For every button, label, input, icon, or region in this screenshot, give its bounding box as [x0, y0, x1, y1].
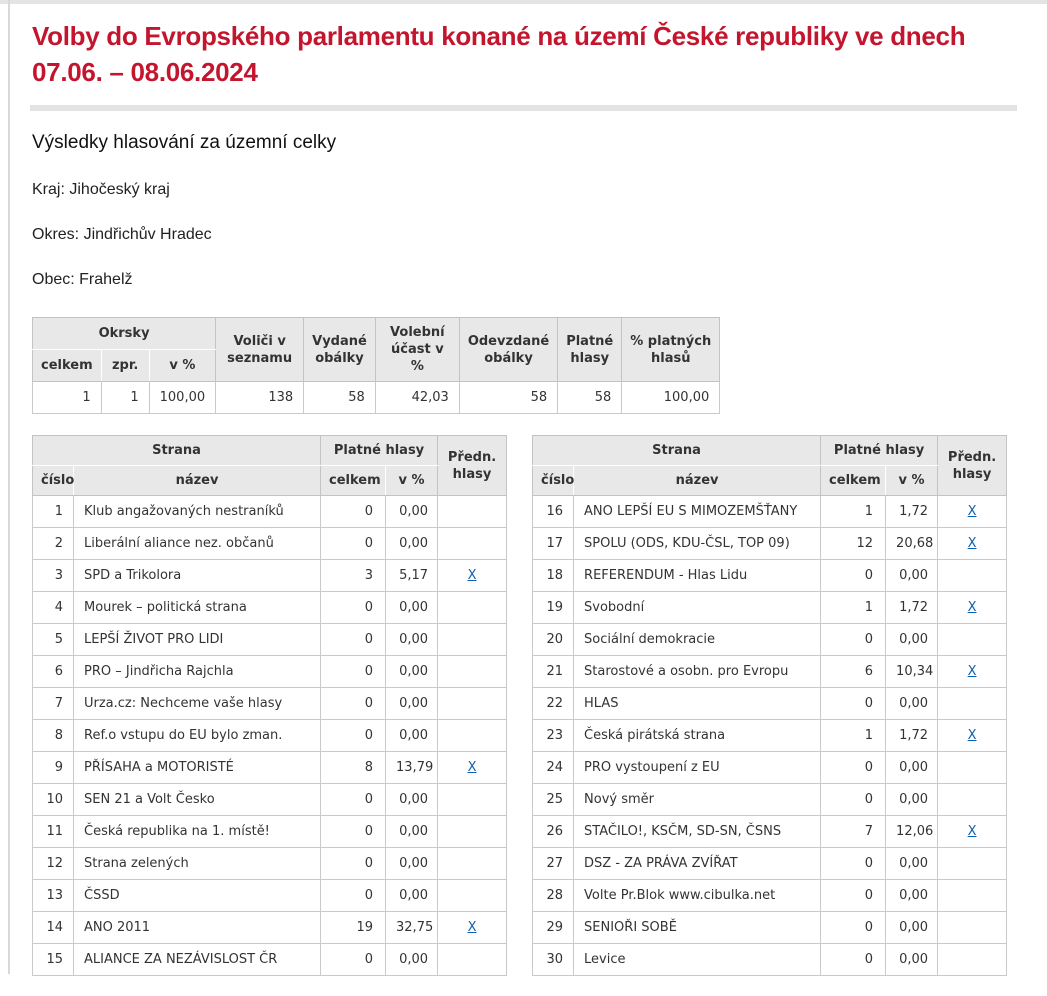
- party-votes-percent: 20,68: [886, 528, 938, 560]
- header-strana: Strana: [33, 436, 321, 466]
- volici-value: 138: [216, 382, 304, 414]
- pref-votes-cell: [438, 944, 507, 976]
- okrsky-celkem-value: 1: [33, 382, 102, 414]
- party-name: Strana zelených: [74, 848, 321, 880]
- pref-votes-cell: [438, 560, 507, 592]
- party-votes-percent: 0,00: [386, 656, 438, 688]
- party-votes-percent: 0,00: [386, 496, 438, 528]
- party-name: SPOLU (ODS, KDU-ČSL, TOP 09): [574, 528, 821, 560]
- party-votes-total: 1: [821, 592, 886, 624]
- header-v-pct: v %: [886, 466, 938, 496]
- party-name: REFERENDUM - Hlas Lidu: [574, 560, 821, 592]
- party-number: 10: [33, 784, 74, 816]
- party-number: 30: [533, 944, 574, 976]
- party-row: [533, 784, 1007, 816]
- party-votes-percent: 5,17: [386, 560, 438, 592]
- header-volici-v-seznamu: Voliči v seznamu: [216, 318, 304, 382]
- party-header-row-1: [533, 436, 1007, 466]
- party-header-row-2: [533, 466, 1007, 496]
- pref-votes-cell: [938, 528, 1007, 560]
- pref-votes-link[interactable]: X: [467, 568, 477, 583]
- party-row: [33, 784, 507, 816]
- header-okrsky-v-pct: v %: [149, 350, 216, 382]
- header-strana: Strana: [533, 436, 821, 466]
- party-table-right: [532, 435, 1007, 976]
- header-predn-hlasy: Předn. hlasy: [938, 436, 1007, 496]
- party-row: [533, 592, 1007, 624]
- pref-votes-cell: [938, 880, 1007, 912]
- pref-votes-link[interactable]: X: [967, 664, 977, 679]
- okrsky-v-pct-value: 100,00: [149, 382, 216, 414]
- pref-votes-cell: [938, 912, 1007, 944]
- party-name: ANO 2011: [74, 912, 321, 944]
- party-votes-percent: 0,00: [386, 816, 438, 848]
- party-number: 19: [533, 592, 574, 624]
- party-votes-percent: 12,06: [886, 816, 938, 848]
- party-table-left: [32, 435, 507, 976]
- party-number: 6: [33, 656, 74, 688]
- party-name: SPD a Trikolora: [74, 560, 321, 592]
- party-header-row-1: [33, 436, 507, 466]
- pref-votes-cell: [938, 784, 1007, 816]
- party-votes-percent: 13,79: [386, 752, 438, 784]
- pref-votes-cell: [438, 880, 507, 912]
- party-name: Volte Pr.Blok www.cibulka.net: [574, 880, 821, 912]
- party-name: STAČILO!, KSČM, SD-SN, ČSNS: [574, 816, 821, 848]
- pref-votes-cell: [438, 528, 507, 560]
- party-row: [533, 560, 1007, 592]
- header-platne-hlasy: Platné hlasy: [321, 436, 438, 466]
- party-votes-total: 0: [321, 656, 386, 688]
- header-volebni-ucast: Volební účast v %: [375, 318, 459, 382]
- pref-votes-cell: [938, 624, 1007, 656]
- party-row: [533, 752, 1007, 784]
- party-votes-total: 8: [321, 752, 386, 784]
- party-votes-total: 7: [821, 816, 886, 848]
- header-nazev: název: [74, 466, 321, 496]
- party-row: [33, 880, 507, 912]
- party-votes-total: 1: [821, 720, 886, 752]
- pref-votes-cell: [438, 816, 507, 848]
- party-number: 23: [533, 720, 574, 752]
- volebni-ucast-value: 42,03: [375, 382, 459, 414]
- party-name: ČSSD: [74, 880, 321, 912]
- pref-votes-link[interactable]: X: [967, 504, 977, 519]
- party-name: Nový směr: [574, 784, 821, 816]
- party-name: Sociální demokracie: [574, 624, 821, 656]
- section-subtitle: Výsledky hlasování za územní celky: [32, 132, 337, 153]
- party-row: [533, 688, 1007, 720]
- party-number: 1: [33, 496, 74, 528]
- party-votes-total: 0: [821, 560, 886, 592]
- party-votes-percent: 0,00: [886, 880, 938, 912]
- party-number: 24: [533, 752, 574, 784]
- party-number: 15: [33, 944, 74, 976]
- party-votes-percent: 0,00: [386, 528, 438, 560]
- party-votes-total: 0: [821, 624, 886, 656]
- party-table-right-body: [533, 496, 1007, 976]
- region-obec: [32, 271, 1017, 289]
- pref-votes-cell: [438, 496, 507, 528]
- party-votes-total: 0: [321, 496, 386, 528]
- party-votes-percent: 0,00: [386, 848, 438, 880]
- pref-votes-link[interactable]: X: [467, 760, 477, 775]
- header-pct-platnych-hlasu: % platných hlasů: [622, 318, 720, 382]
- turnout-summary-table: [32, 317, 720, 414]
- party-number: 7: [33, 688, 74, 720]
- pref-votes-cell: [938, 720, 1007, 752]
- party-row: [533, 848, 1007, 880]
- party-name: Levice: [574, 944, 821, 976]
- party-name: SEN 21 a Volt Česko: [74, 784, 321, 816]
- pref-votes-cell: [438, 848, 507, 880]
- pct-platnych-value: 100,00: [622, 382, 720, 414]
- party-row: [33, 848, 507, 880]
- okres-value: Jindřichův Hradec: [83, 226, 212, 243]
- party-number: 16: [533, 496, 574, 528]
- pref-votes-cell: [438, 784, 507, 816]
- pref-votes-cell: [438, 688, 507, 720]
- pref-votes-link[interactable]: X: [967, 728, 977, 743]
- header-okrsky-zpr: zpr.: [101, 350, 149, 382]
- party-votes-total: 0: [821, 848, 886, 880]
- party-name: Ref.o vstupu do EU bylo zman.: [74, 720, 321, 752]
- party-votes-percent: 0,00: [386, 624, 438, 656]
- party-row: [533, 816, 1007, 848]
- header-odevzdane-obalky: Odevzdané obálky: [459, 318, 557, 382]
- header-celkem: celkem: [821, 466, 886, 496]
- party-votes-percent: 1,72: [886, 592, 938, 624]
- party-row: [33, 816, 507, 848]
- content-area: [0, 18, 1047, 996]
- party-votes-total: 0: [321, 816, 386, 848]
- party-votes-percent: 0,00: [886, 944, 938, 976]
- party-row: [33, 912, 507, 944]
- pref-votes-cell: [438, 912, 507, 944]
- okres-label: Okres:: [32, 226, 80, 243]
- party-number: 2: [33, 528, 74, 560]
- header-cislo: číslo: [533, 466, 574, 496]
- party-name: LEPŠÍ ŽIVOT PRO LIDI: [74, 624, 321, 656]
- party-votes-total: 0: [321, 880, 386, 912]
- party-number: 9: [33, 752, 74, 784]
- party-name: PŘÍSAHA a MOTORISTÉ: [74, 752, 321, 784]
- party-name: PRO vystoupení z EU: [574, 752, 821, 784]
- party-number: 20: [533, 624, 574, 656]
- party-votes-percent: 0,00: [386, 784, 438, 816]
- kraj-value: Jihočeský kraj: [69, 181, 170, 198]
- pref-votes-link[interactable]: X: [967, 600, 977, 615]
- pref-votes-link[interactable]: X: [967, 824, 977, 839]
- pref-votes-cell: [938, 816, 1007, 848]
- pref-votes-cell: [938, 656, 1007, 688]
- pref-votes-cell: [438, 656, 507, 688]
- header-celkem: celkem: [321, 466, 386, 496]
- header-nazev: název: [574, 466, 821, 496]
- header-vydane-obalky: Vydané obálky: [304, 318, 376, 382]
- party-number: 25: [533, 784, 574, 816]
- summary-header-row-1: [33, 318, 720, 350]
- party-row: [33, 688, 507, 720]
- party-votes-total: 0: [321, 848, 386, 880]
- pref-votes-cell: [438, 720, 507, 752]
- party-votes-total: 0: [821, 944, 886, 976]
- party-votes-percent: 0,00: [886, 752, 938, 784]
- party-name: ANO LEPŠÍ EU S MIMOZEMŠŤANY: [574, 496, 821, 528]
- party-number: 13: [33, 880, 74, 912]
- header-platne-hlasy: Platné hlasy: [558, 318, 622, 382]
- party-number: 29: [533, 912, 574, 944]
- party-row: [533, 528, 1007, 560]
- party-number: 8: [33, 720, 74, 752]
- party-row: [533, 656, 1007, 688]
- party-votes-percent: 1,72: [886, 720, 938, 752]
- region-okres: [32, 226, 1017, 244]
- party-number: 17: [533, 528, 574, 560]
- party-name: Liberální aliance nez. občanů: [74, 528, 321, 560]
- party-votes-total: 0: [321, 720, 386, 752]
- party-row: [533, 496, 1007, 528]
- obec-value: Frahelž: [79, 271, 133, 288]
- party-votes-total: 0: [821, 688, 886, 720]
- party-number: 21: [533, 656, 574, 688]
- party-row: [33, 560, 507, 592]
- header-platne-hlasy: Platné hlasy: [821, 436, 938, 466]
- party-votes-total: 19: [321, 912, 386, 944]
- party-votes-percent: 10,34: [886, 656, 938, 688]
- vydane-obalky-value: 58: [304, 382, 376, 414]
- party-votes-total: 0: [821, 752, 886, 784]
- party-votes-percent: 0,00: [386, 720, 438, 752]
- pref-votes-link[interactable]: X: [467, 920, 477, 935]
- party-row: [533, 880, 1007, 912]
- party-name: Česká republika na 1. místě!: [74, 816, 321, 848]
- pref-votes-cell: [938, 944, 1007, 976]
- party-row: [33, 752, 507, 784]
- party-number: 22: [533, 688, 574, 720]
- party-votes-percent: 0,00: [886, 688, 938, 720]
- party-votes-total: 6: [821, 656, 886, 688]
- party-votes-total: 0: [821, 784, 886, 816]
- party-votes-total: 0: [321, 528, 386, 560]
- party-votes-percent: 0,00: [386, 944, 438, 976]
- party-votes-percent: 0,00: [886, 784, 938, 816]
- party-row: [533, 720, 1007, 752]
- party-votes-total: 3: [321, 560, 386, 592]
- header-v-pct: v %: [386, 466, 438, 496]
- summary-values-row: [33, 382, 720, 414]
- party-row: [33, 624, 507, 656]
- party-row: [533, 912, 1007, 944]
- party-name: Starostové a osobn. pro Evropu: [574, 656, 821, 688]
- pref-votes-cell: [438, 592, 507, 624]
- party-number: 26: [533, 816, 574, 848]
- platne-hlasy-value: 58: [558, 382, 622, 414]
- pref-votes-cell: [938, 752, 1007, 784]
- party-number: 27: [533, 848, 574, 880]
- party-number: 5: [33, 624, 74, 656]
- pref-votes-cell: [938, 688, 1007, 720]
- kraj-label: Kraj:: [32, 181, 65, 198]
- party-votes-percent: 0,00: [386, 592, 438, 624]
- party-row: [33, 944, 507, 976]
- party-votes-total: 1: [821, 496, 886, 528]
- page-top-border: [0, 0, 1047, 4]
- region-kraj: [32, 181, 1017, 199]
- party-votes-total: 0: [821, 912, 886, 944]
- party-votes-percent: 0,00: [386, 688, 438, 720]
- party-votes-total: 0: [321, 624, 386, 656]
- party-number: 28: [533, 880, 574, 912]
- pref-votes-link[interactable]: X: [967, 536, 977, 551]
- pref-votes-cell: [438, 752, 507, 784]
- page-title: Volby do Evropského parlamentu konané na území České republiky ve dnech 07.06. – 08.06.2024: [32, 21, 966, 87]
- party-name: Česká pirátská strana: [574, 720, 821, 752]
- party-number: 4: [33, 592, 74, 624]
- obec-label: Obec:: [32, 271, 75, 288]
- party-votes-total: 12: [821, 528, 886, 560]
- party-number: 11: [33, 816, 74, 848]
- party-votes-percent: 0,00: [886, 624, 938, 656]
- party-number: 18: [533, 560, 574, 592]
- party-table-left-body: [33, 496, 507, 976]
- party-name: SENIOŘI SOBĚ: [574, 912, 821, 944]
- okrsky-zpr-value: 1: [101, 382, 149, 414]
- party-row: [33, 656, 507, 688]
- party-name: Urza.cz: Nechceme vaše hlasy: [74, 688, 321, 720]
- party-row: [33, 528, 507, 560]
- party-number: 3: [33, 560, 74, 592]
- party-votes-percent: 1,72: [886, 496, 938, 528]
- party-name: HLAS: [574, 688, 821, 720]
- party-name: DSZ - ZA PRÁVA ZVÍŘAT: [574, 848, 821, 880]
- party-row: [33, 592, 507, 624]
- odevzdane-obalky-value: 58: [459, 382, 557, 414]
- pref-votes-cell: [938, 560, 1007, 592]
- header-okrsky-celkem: celkem: [33, 350, 102, 382]
- party-name: ALIANCE ZA NEZÁVISLOST ČR: [74, 944, 321, 976]
- pref-votes-cell: [438, 624, 507, 656]
- party-number: 14: [33, 912, 74, 944]
- party-votes-total: 0: [321, 944, 386, 976]
- header-okrsky: Okrsky: [33, 318, 216, 350]
- party-results-section: [32, 435, 1017, 976]
- party-row: [533, 944, 1007, 976]
- party-votes-total: 0: [321, 784, 386, 816]
- party-name: PRO – Jindřicha Rajchla: [74, 656, 321, 688]
- party-row: [33, 496, 507, 528]
- party-number: 12: [33, 848, 74, 880]
- party-votes-total: 0: [321, 688, 386, 720]
- header-predn-hlasy: Předn. hlasy: [438, 436, 507, 496]
- party-votes-percent: 0,00: [886, 560, 938, 592]
- party-votes-total: 0: [321, 592, 386, 624]
- party-header-row-2: [33, 466, 507, 496]
- pref-votes-cell: [938, 848, 1007, 880]
- pref-votes-cell: [938, 592, 1007, 624]
- page-left-border: [8, 0, 10, 974]
- party-name: Klub angažovaných nestraníků: [74, 496, 321, 528]
- party-row: [533, 624, 1007, 656]
- party-name: Mourek – politická strana: [74, 592, 321, 624]
- pref-votes-cell: [938, 496, 1007, 528]
- party-votes-percent: 32,75: [386, 912, 438, 944]
- party-votes-percent: 0,00: [386, 880, 438, 912]
- title-divider: [30, 105, 1017, 111]
- party-name: Svobodní: [574, 592, 821, 624]
- header-cislo: číslo: [33, 466, 74, 496]
- party-votes-total: 0: [821, 880, 886, 912]
- party-row: [33, 720, 507, 752]
- party-votes-percent: 0,00: [886, 848, 938, 880]
- party-votes-percent: 0,00: [886, 912, 938, 944]
